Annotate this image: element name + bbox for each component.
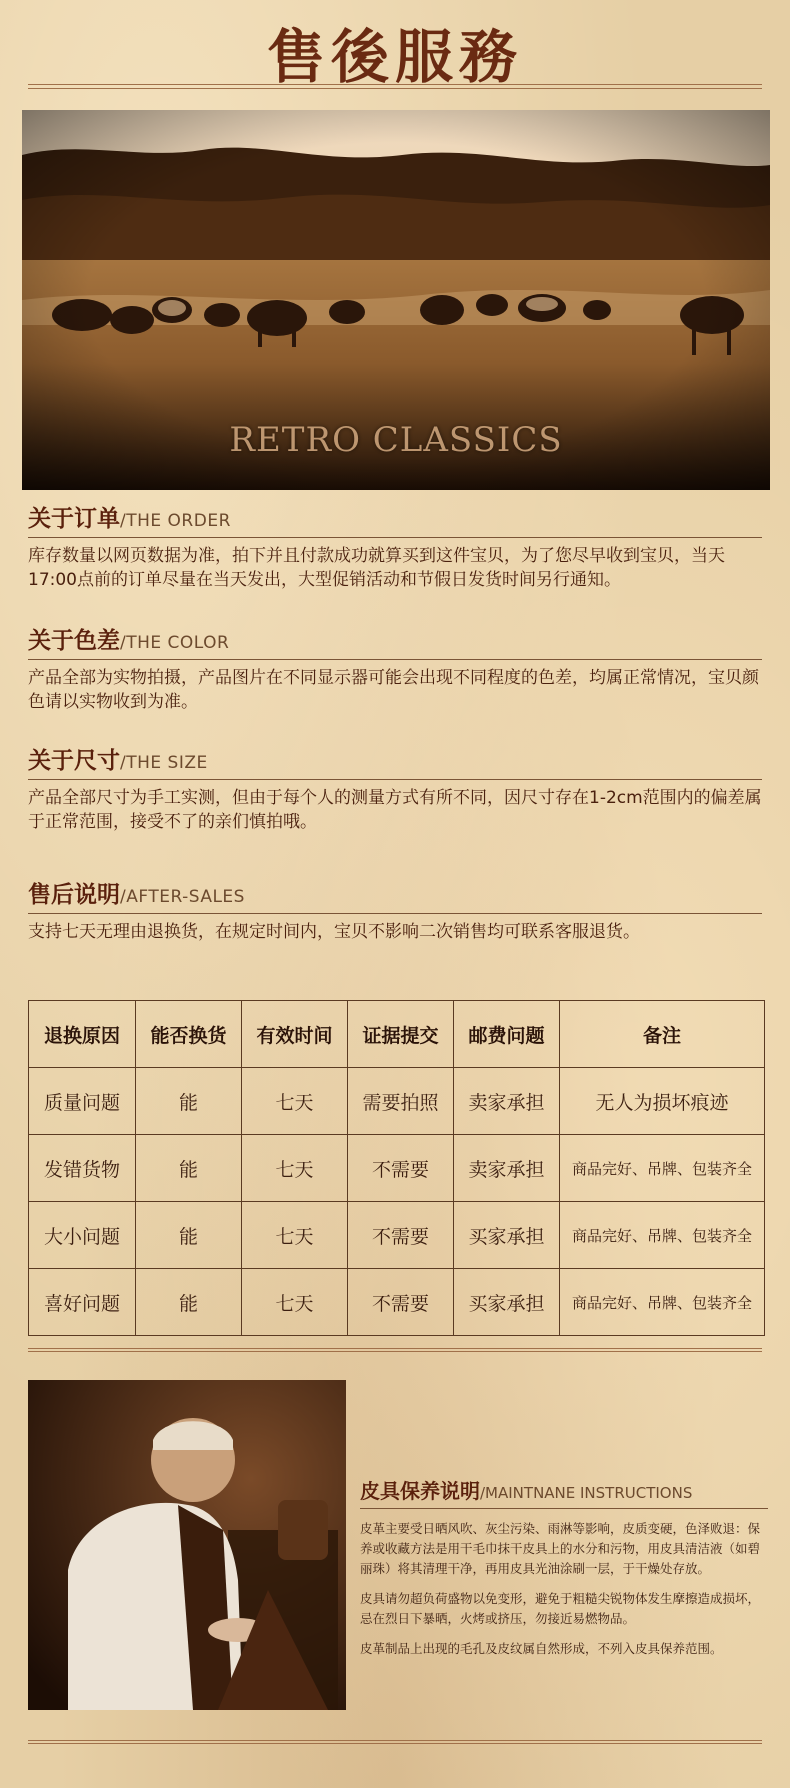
table-cell: 发错货物: [29, 1135, 136, 1202]
section-title: 关于尺寸: [28, 748, 120, 774]
section-heading: [28, 622, 762, 655]
page-title: 售後服務: [266, 23, 523, 91]
section-divider: [28, 1348, 762, 1352]
section-body: 产品全部为实物拍摄，产品图片在不同显示器可能会出现不同程度的色差，均属正常情况，宝贝颜色请以实物收到为准。: [28, 668, 759, 712]
care-paragraph: 皮革制品上出现的毛孔及皮纹属自然形成，不列入皮具保养范围。: [360, 1641, 723, 1656]
table-cell: 不需要: [348, 1269, 454, 1336]
section-subtitle: /THE SIZE: [120, 753, 208, 773]
section-subtitle: /THE ORDER: [120, 511, 231, 531]
table-cell: 商品完好、吊牌、包装齐全: [560, 1269, 765, 1336]
section-divider: [28, 1740, 762, 1744]
table-cell: 不需要: [348, 1202, 454, 1269]
table-cell: 无人为损坏痕迹: [560, 1068, 765, 1135]
table-cell: 能: [136, 1135, 242, 1202]
section-heading: [28, 742, 762, 775]
table-cell: 喜好问题: [29, 1269, 136, 1336]
table-header-cell: 能否换货: [136, 1001, 242, 1068]
section-subtitle: /AFTER-SALES: [120, 887, 245, 907]
table-cell: 卖家承担: [454, 1135, 560, 1202]
craftsman-photo: [28, 1380, 346, 1710]
section-size: [28, 742, 762, 834]
section-heading: [28, 876, 762, 909]
hero-caption: RETRO CLASSICS: [229, 420, 563, 460]
section-heading: [28, 500, 762, 533]
care-heading: [360, 1475, 768, 1504]
section-subtitle: /THE COLOR: [120, 633, 230, 653]
section-title: 关于订单: [28, 506, 120, 532]
table-cell: 能: [136, 1068, 242, 1135]
care-title: 皮具保养说明: [360, 1479, 480, 1503]
table-cell: 大小问题: [29, 1202, 136, 1269]
table-cell: 质量问题: [29, 1068, 136, 1135]
section-color: [28, 622, 762, 714]
table-row: [29, 1202, 765, 1269]
section-title: 售后说明: [28, 882, 120, 908]
table-header-cell: 邮费问题: [454, 1001, 560, 1068]
table-cell: 七天: [242, 1269, 348, 1336]
care-paragraph: 皮革主要受日晒风吹、灰尘污染、雨淋等影响，皮质变硬，色泽败退：保养或收藏方法是用干毛巾抹干皮具上的水分和污物，用皮具清洁液（如碧丽珠）将其清理干净，再用皮具光油涂刷一层，于干燥处存放。: [360, 1521, 761, 1576]
hero-image: [22, 110, 770, 490]
table-cell: 能: [136, 1202, 242, 1269]
returns-table: [28, 1000, 764, 1336]
care-instructions: [360, 1475, 768, 1659]
title-divider: [28, 84, 762, 89]
table-header-row: [29, 1001, 765, 1068]
section-order: [28, 500, 762, 592]
section-divider: [28, 913, 762, 914]
section-divider: [28, 659, 762, 660]
table-row: [29, 1135, 765, 1202]
table-cell: 七天: [242, 1202, 348, 1269]
table-header-cell: 证据提交: [348, 1001, 454, 1068]
table-row: [29, 1068, 765, 1135]
care-divider: [360, 1508, 768, 1509]
section-aftersales: [28, 876, 762, 944]
returns-table-grid: [28, 1000, 765, 1336]
table-cell: 不需要: [348, 1135, 454, 1202]
section-divider: [28, 537, 762, 538]
table-cell: 七天: [242, 1135, 348, 1202]
care-paragraph: 皮具请勿超负荷盛物以免变形，避免于粗糙尖锐物体发生摩擦造成损坏，忌在烈日下暴晒，火烤或挤压，勿接近易燃物品。: [360, 1591, 761, 1626]
table-header-cell: 退换原因: [29, 1001, 136, 1068]
table-cell: 买家承担: [454, 1202, 560, 1269]
table-cell: 买家承担: [454, 1269, 560, 1336]
table-header-cell: 有效时间: [242, 1001, 348, 1068]
table-header-cell: 备注: [560, 1001, 765, 1068]
table-row: [29, 1269, 765, 1336]
section-divider: [28, 779, 762, 780]
care-subtitle: /MAINTNANE INSTRUCTIONS: [480, 1484, 693, 1502]
section-body: 支持七天无理由退换货，在规定时间内，宝贝不影响二次销售均可联系客服退货。: [28, 922, 640, 942]
section-title: 关于色差: [28, 628, 120, 654]
table-cell: 需要拍照: [348, 1068, 454, 1135]
table-cell: 能: [136, 1269, 242, 1336]
table-cell: 七天: [242, 1068, 348, 1135]
section-body: 库存数量以网页数据为准，拍下并且付款成功就算买到这件宝贝，为了您尽早收到宝贝，当天17:00点前的订单尽量在当天发出，大型促销活动和节假日发货时间另行通知。: [28, 546, 725, 590]
table-cell: 商品完好、吊牌、包装齐全: [560, 1135, 765, 1202]
table-cell: 卖家承担: [454, 1068, 560, 1135]
table-cell: 商品完好、吊牌、包装齐全: [560, 1202, 765, 1269]
section-body: 产品全部尺寸为手工实测，但由于每个人的测量方式有所不同，因尺寸存在1-2cm范围内的偏差属于正常范围，接受不了的亲们慎拍哦。: [28, 788, 762, 832]
craftsman-scene: [28, 1380, 346, 1710]
